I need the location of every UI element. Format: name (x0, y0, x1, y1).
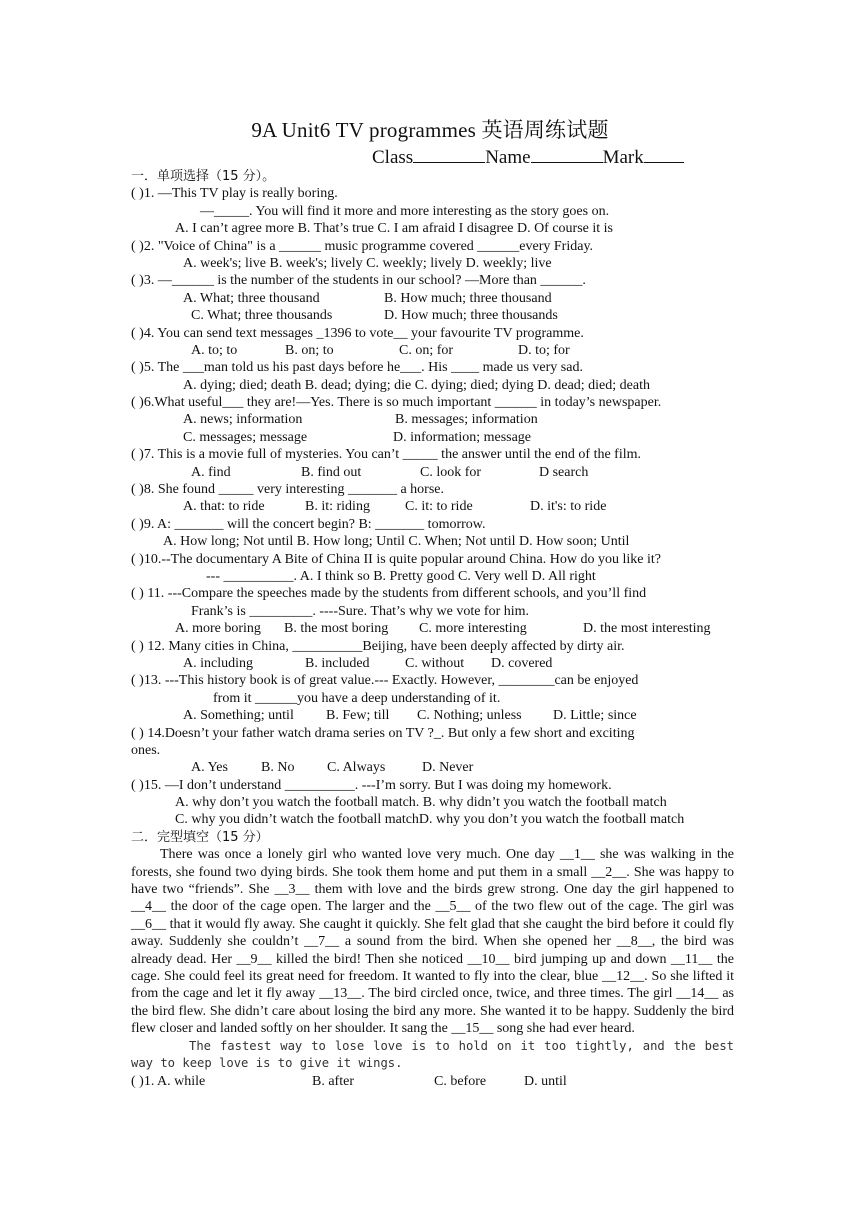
question-1-dialogue: —_____. You will find it more and more interesting as the story goes on. (200, 203, 610, 219)
question-11-continued: Frank’s is _________. ----Sure. That’s why we vote for him. (191, 603, 530, 619)
option-b: B. No (261, 760, 295, 776)
option-a: A. including (183, 655, 253, 671)
question-7-options (131, 464, 734, 481)
question-7: ( )7. This is a movie full of mysteries. You can’t _____ the answer until the end of the film. (131, 447, 642, 463)
question-3: ( )3. —______ is the number of the students in our school? —More than ______. (131, 273, 586, 289)
question-8-options (131, 498, 734, 515)
option-b: B. find out (301, 464, 362, 480)
option-c: C. without (405, 655, 465, 671)
cloze-passage: There was once a lonely girl who wanted love very much. One day __1__ she was walking in the forests, she found two dying birds. She took them home and put them in a small __2__. She was happy to have two “friends”. She __3__ them with love and the birds grew strong. One day the girl happened to __4__ the door of the cage open. The larger and the __5__ of the two flew out of the cage. The girl was __6__ that it would fly away. She caught it quickly. She felt glad that she caught the bird before it could fly away. Suddenly she couldn’t __7__ a sound from the bird. When she opened her __8__, the bird was already dead. Her __9__ killed the bird! Then she noticed __10__ bird jumping up and down __11__ the cage. She could feel its great need for freedom. It wanted to fly into the clear, blue __12__. So she lifted it from the cage and let it fly away __13__. The bird circled once, twice, and three times. The girl __14__ as the bird flew. She didn’t care about losing the bird any more. She wanted it to be happy. Suddenly the bird flew closer and landed softly on her shoulder. It sang the __15__ song she had ever heard. (131, 847, 734, 1037)
question-9: ( )9. A: _______ will the concert begin? B: _______ tomorrow. (131, 516, 486, 532)
option-c: C. on; for (399, 342, 454, 358)
question-14-continued: ones. (131, 742, 161, 758)
question-14-options (131, 759, 734, 776)
question-9-options: A. How long; Not until B. How long; Until C. When; Not until D. How soon; Until (163, 534, 630, 550)
class-blank[interactable] (413, 146, 485, 163)
question-3-options-row-2 (131, 307, 734, 324)
option-d: D. to; for (518, 342, 570, 358)
worksheet-body (131, 168, 734, 1090)
question-12: ( ) 12. Many cities in China, __________Beijing, have been deeply affected by dirty air. (131, 638, 625, 654)
option-b: B. the most boring (284, 621, 389, 637)
option-d: D. information; message (393, 429, 532, 445)
question-12-options (131, 655, 734, 672)
question-1: ( )1. —This TV play is really boring. (131, 186, 338, 202)
option-b: B. it: riding (305, 499, 370, 515)
cloze-question-1 (131, 1073, 734, 1090)
question-5: ( )5. The ___man told us his past days before he___. His ____ made us very sad. (131, 360, 583, 376)
option-b: B. messages; information (395, 412, 538, 428)
question-5-options: A. dying; died; death B. dead; dying; die C. dying; died; dying D. dead; died; death (183, 377, 650, 393)
option-d: D. Little; since (553, 708, 637, 724)
option-c: C. before (434, 1073, 487, 1089)
option-a: A. Something; until (183, 708, 294, 724)
option-b: B. included (305, 655, 370, 671)
mark-blank[interactable] (644, 146, 684, 163)
option-d: D search (539, 464, 589, 480)
question-14: ( ) 14.Doesn’t your father watch drama series on TV ?_. But only a few short and exciting (131, 725, 635, 741)
question-2: ( )2. "Voice of China" is a ______ music programme covered ______every Friday. (131, 238, 594, 254)
option-c: C. What; three thousands (191, 308, 333, 324)
question-15: ( )15. —I don’t understand __________. ---I’m sorry. But I was doing my homework. (131, 777, 612, 793)
mark-label: Mark (602, 147, 644, 168)
question-6-options-row-1 (131, 411, 734, 428)
option-b: B. Few; till (326, 708, 390, 724)
option-b: B. on; to (285, 342, 334, 358)
class-label: Class (372, 147, 414, 168)
question-3-options-row-1 (131, 290, 734, 307)
question-2-options: A. week's; live B. week's; lively C. weekly; lively D. weekly; live (183, 255, 552, 271)
option-a: A. news; information (183, 412, 303, 428)
question-6-options-row-2 (131, 429, 734, 446)
option-a: ( )1. A. while (131, 1073, 206, 1089)
option-b: B. How much; three thousand (384, 290, 552, 306)
name-blank[interactable] (531, 146, 603, 163)
page-title: 9A Unit6 TV programmes 英语周练试题 (251, 118, 609, 142)
option-a: A. that: to ride (183, 499, 265, 515)
name-label: Name (485, 147, 531, 168)
option-d: D. the most interesting (583, 621, 711, 637)
section-heading-cloze: 二．完型填空（15 分） (131, 829, 269, 845)
option-d: D. it's: to ride (530, 499, 607, 515)
option-c: C. more interesting (419, 621, 527, 637)
option-c: C. messages; message (183, 429, 308, 445)
section-heading: 一．单项选择（15 分）。 (131, 169, 276, 184)
question-11: ( ) 11. ---Compare the speeches made by the students from different schools, and you’ll find (131, 586, 647, 602)
question-10-options: --- __________. A. I think so B. Pretty good C. Very well D. All right (206, 568, 596, 584)
question-10: ( )10.--The documentary A Bite of China II is quite popular around China. How do you like it? (131, 551, 661, 567)
cloze-quote: The fastest way to lose love is to hold on it too tightly, and the best way to keep love is to give it wings. (131, 1038, 734, 1071)
option-c: C. look for (420, 464, 482, 480)
question-11-options (131, 620, 734, 637)
option-d: D. covered (491, 655, 553, 671)
option-a: A. more boring (175, 621, 261, 637)
option-a: A. What; three thousand (183, 290, 320, 306)
question-1-options: A. I can’t agree more B. That’s true C. I am afraid I disagree D. Of course it is (175, 221, 613, 237)
question-13-continued: from it ______you have a deep understanding of it. (213, 690, 501, 706)
question-6: ( )6.What useful___ they are!—Yes. There is so much important ______ in today’s newspaper. (131, 395, 662, 411)
question-4: ( )4. You can send text messages _1396 to vote__ your favourite TV programme. (131, 325, 584, 341)
question-15-options-row-1: A. why don’t you watch the football match. B. why didn’t you watch the football match (175, 795, 667, 811)
option-b: B. after (312, 1073, 354, 1089)
question-4-options (131, 342, 734, 359)
question-8: ( )8. She found _____ very interesting _______ a horse. (131, 482, 444, 498)
option-d: D. until (524, 1073, 567, 1089)
option-d: D. How much; three thousands (384, 308, 558, 324)
question-13: ( )13. ---This history book is of great value.--- Exactly. However, ________can be enjoyed (131, 673, 639, 689)
option-a: A. to; to (191, 342, 238, 358)
option-a: A. Yes (191, 760, 228, 776)
question-13-options (131, 707, 734, 724)
student-info-line (372, 146, 684, 169)
option-a: A. find (191, 464, 231, 480)
option-c: C. it: to ride (405, 499, 473, 515)
option-c: C. Always (327, 760, 386, 776)
option-c: C. Nothing; unless (417, 708, 522, 724)
option-d: D. Never (422, 760, 474, 776)
question-15-options-row-2: C. why you didn’t watch the football matchD. why you don’t you watch the football match (175, 812, 685, 828)
